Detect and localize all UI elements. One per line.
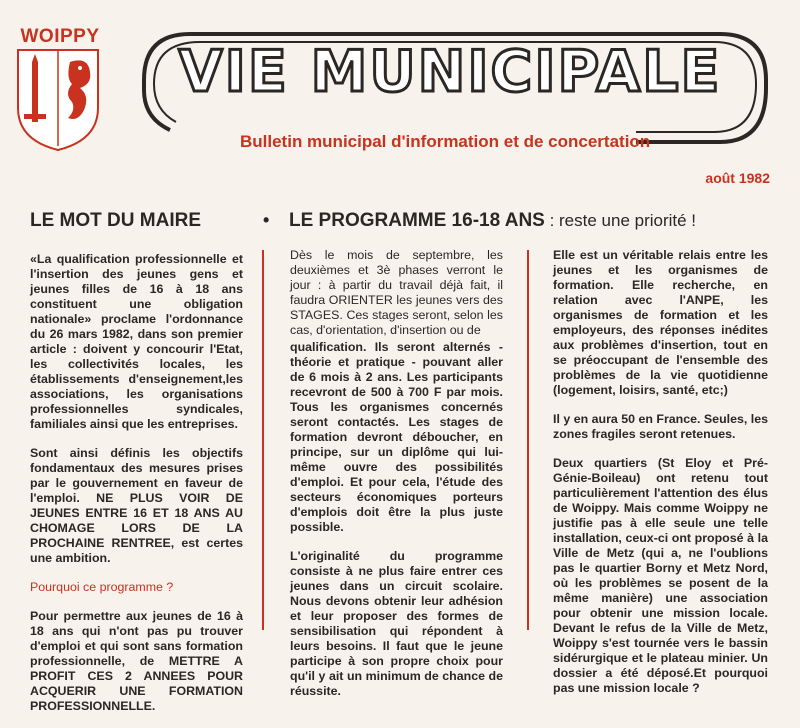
- paragraph: qualification. Ils seront alternés - théorie et pratique - pouvant aller de 6 mois à 2 ans. Les participants recevront de 500 à 700 F par mois. Tous les organismes concernés seront contactés. Les stages de formation devront déboucher, en principe, sur un diplôme qui lui-même ouvre des possibilités d'emploi. Et pour cela, l'étude des secteurs économiques porteurs d'emplois doit être la plus juste possible.: [290, 340, 503, 534]
- headline-program-main: LE PROGRAMME 16-18 ANS: [289, 210, 545, 231]
- issue-date: août 1982: [705, 170, 770, 186]
- page-title: VIE MUNICIPALE: [178, 39, 722, 105]
- paragraph: Il y en aura 50 en France. Seules, les zones fragiles seront retenues.: [553, 412, 768, 441]
- coat-of-arms-icon: [10, 22, 106, 154]
- headline-program: [289, 210, 696, 232]
- paragraph: L'originalité du programme consiste à ne plus faire entrer ces jeunes dans un circuit scolaire. Nous devons obtenir leur adhésion et leur proposer des formes de sensibilisation qui répondent à leurs besoins. Il faut que le jeune participe à son propre choix pour qu'il y ait un minimum de chance de réussite.: [290, 549, 503, 698]
- paragraph: Sont ainsi définis les objectifs fondamentaux des mesures prises par le gouvernement en faveur de l'emploi. NE PLUS VOIR DE JEUNES ENTRE 16 ET 18 ANS AU CHOMAGE LORS DE LA PROCHAINE RENTREE, est certes une ambition.: [30, 446, 243, 565]
- headline-mayor: LE MOT DU MAIRE: [30, 210, 201, 231]
- headline-separator: •: [263, 210, 270, 230]
- paragraph: «La qualification professionnelle et l'insertion des jeunes gens et jeunes filles de 16 à 18 ans constituent une obligation nationale» proclame l'ordonnance du 26 mars 1982, dans son premier article : doivent y concourir l'Etat, les collectivités locales, les établissements d'enseignement,les associations, les organisations professionnelles syndicales, familiales ainsi que les entreprises.: [30, 252, 243, 431]
- column-divider: [262, 250, 264, 630]
- logo-text: WOIPPY: [20, 26, 100, 47]
- column-2: [290, 248, 503, 713]
- column-3: [553, 248, 768, 710]
- column-divider: [527, 250, 529, 630]
- paragraph: Elle est un véritable relais entre les jeunes et les organismes de formation. Elle recherche, en relation avec l'ANPE, les organismes de formation et les employeurs, des réponses inédites aux problèmes d'insertion, tout en se préoccupant de l'ensemble des problèmes de la vie quotidienne (logement, loisirs, santé, etc;): [553, 248, 768, 397]
- headline-program-rest: : reste une priorité !: [544, 211, 697, 230]
- paragraph: Dès le mois de septembre, les deuxièmes et 3è phases verront le jour : à partir du travail déjà fait, il faudra ORIENTER les jeunes vers des STAGES. Ces stages seront, selon les cas, d'orientation, d'insertion ou de: [290, 248, 503, 337]
- paragraph: Pour permettre aux jeunes de 16 à 18 ans qui n'ont pas pu trouver d'emploi et qui sont sans formation professionnelle, de METTRE A PROFIT CES 2 ANNEES POUR ACQUERIR UNE FORMATION PROFESSIONNELLE.: [30, 609, 243, 713]
- paragraph: Deux quartiers (St Eloy et Pré-Génie-Boileau) ont retenu tout particulièrement l'attention des élus de Woippy. Mais comme Woippy ne justifie pas à elle seule une telle installation, ceux-ci ont proposé à la Ville de Metz (qui a, ne l'oublions pas le quartier Borny et Metz Nord, où les problèmes se posent de la même manière) une association pour obtenir une mission locale. Devant le refus de la Ville de Metz, Woippy s'est tournée vers le bassin sidérurgique et le plateau minier. Un dossier a été déposé.Et pourquoi pas une mission locale ?: [553, 456, 768, 695]
- page-subtitle: Bulletin municipal d'information et de concertation: [240, 132, 651, 151]
- subheading: Pourquoi ce programme ?: [30, 580, 174, 594]
- column-1: [30, 252, 243, 728]
